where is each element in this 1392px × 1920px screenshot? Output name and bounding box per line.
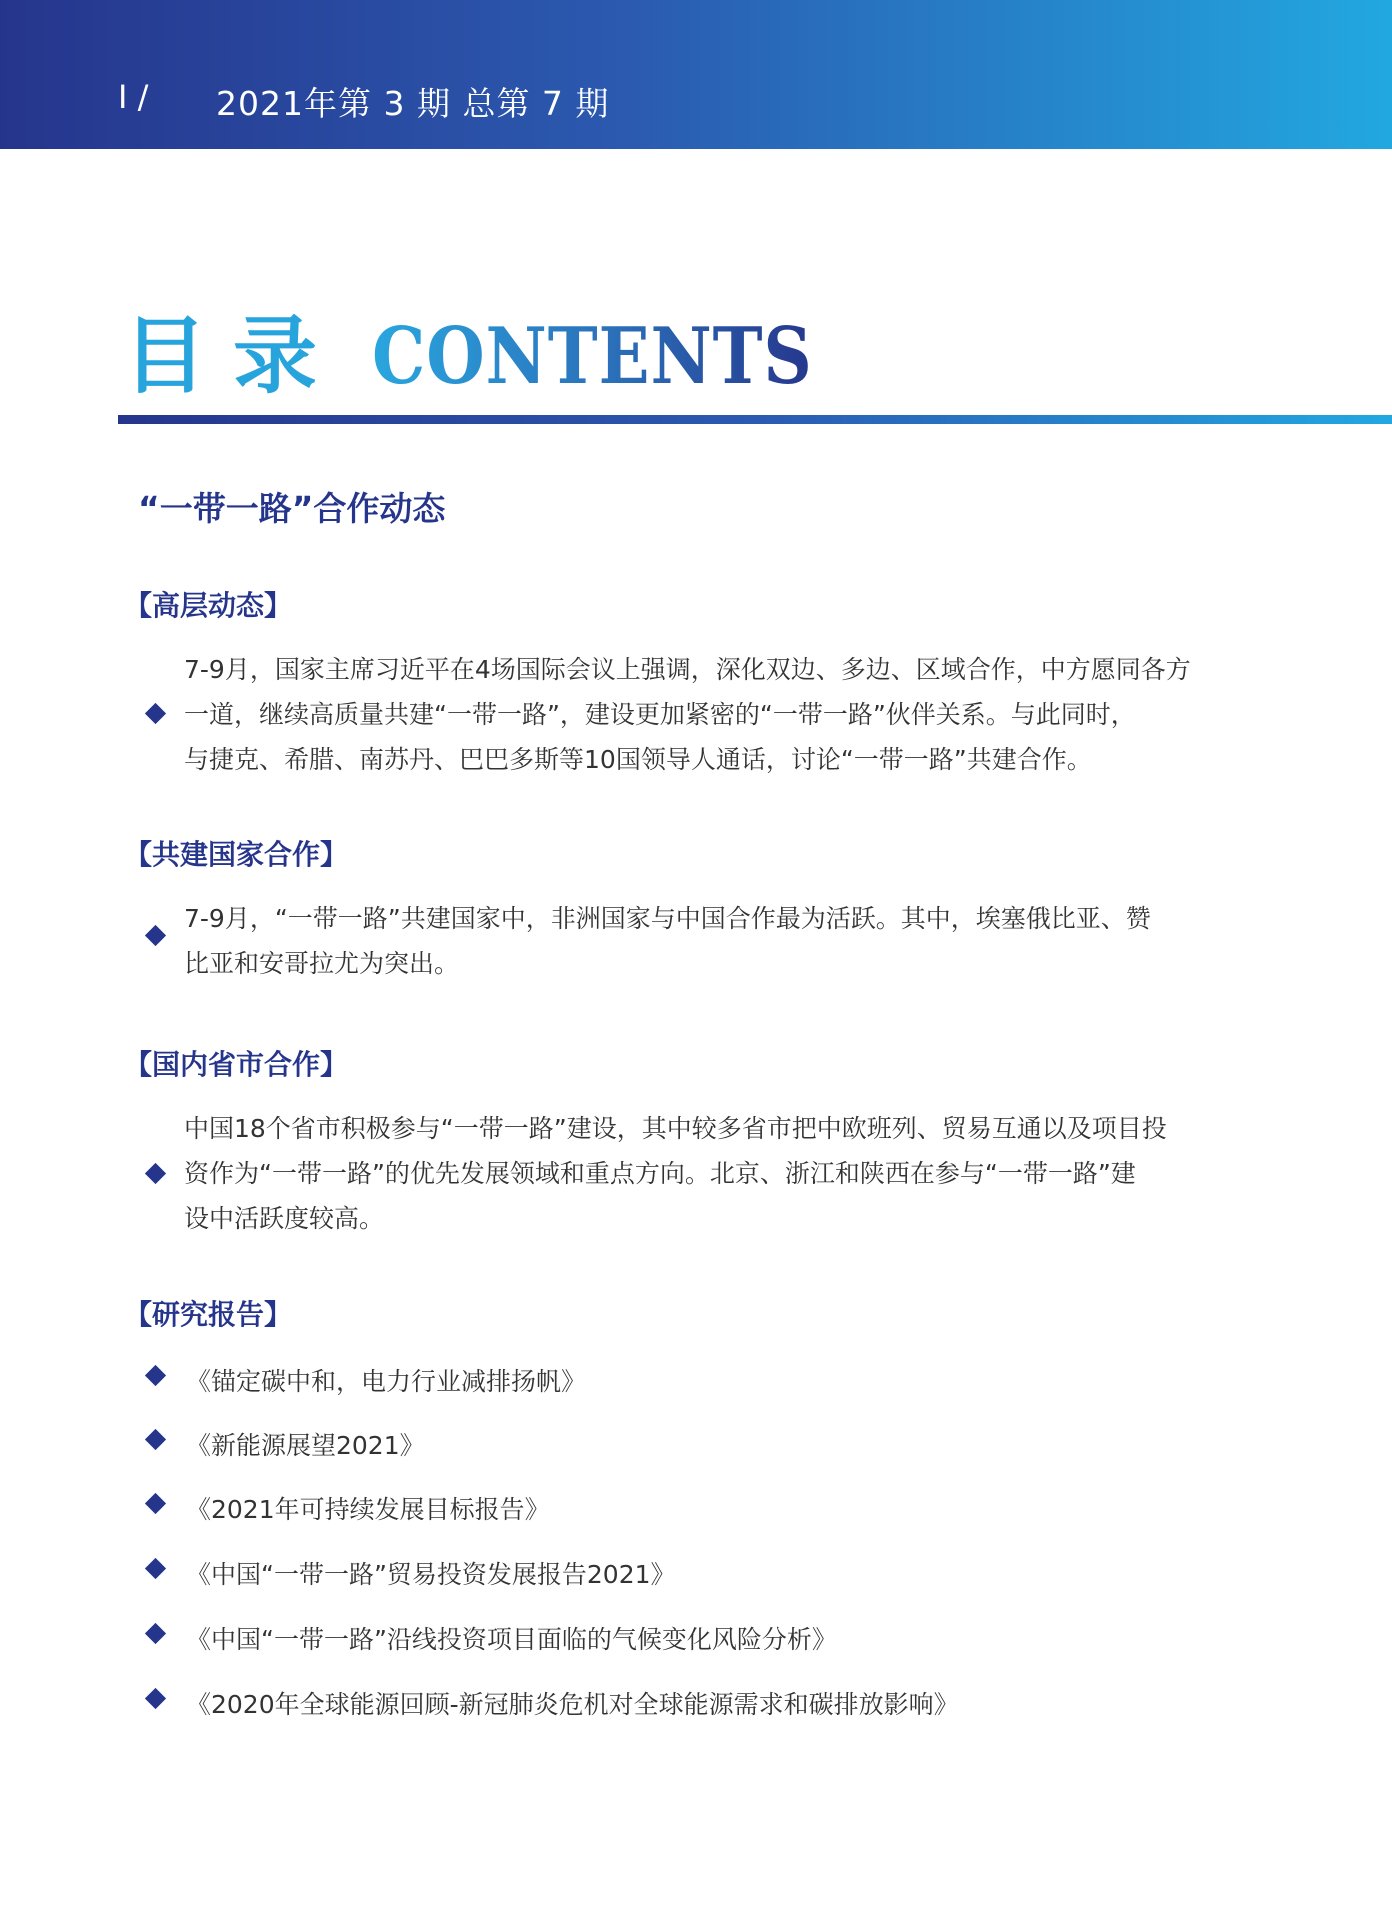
paragraph-high-level	[184, 647, 1284, 782]
diamond-bullet-icon	[145, 925, 166, 946]
diamond-bullet-icon	[145, 1558, 166, 1579]
header-band	[0, 0, 1392, 149]
title-divider	[118, 415, 1392, 424]
paragraph-line: 一道，继续高质量共建“一带一路”，建设更加紧密的“一带一路”伙伴关系。与此同时，	[184, 700, 1136, 729]
paragraph-partner-countries	[184, 896, 1284, 986]
report-item[interactable]: 《中国“一带一路”贸易投资发展报告2021》	[186, 1560, 676, 1589]
paragraph-line: 比亚和安哥拉尤为突出。	[184, 949, 460, 978]
issue-info: 2021年第 3 期 总第 7 期	[216, 84, 610, 123]
subheading-partner-countries: 【共建国家合作】	[124, 838, 349, 871]
page-title-cn: 目录	[123, 307, 344, 405]
diamond-bullet-icon	[145, 1365, 166, 1386]
diamond-bullet-icon	[145, 1493, 166, 1514]
diamond-bullet-icon	[145, 1688, 166, 1709]
report-item[interactable]: 《中国“一带一路”沿线投资项目面临的气候变化风险分析》	[186, 1625, 837, 1654]
page-marker: I /	[118, 78, 149, 116]
paragraph-line: 设中活跃度较高。	[184, 1204, 385, 1233]
paragraph-line: 中国18个省市积极参与“一带一路”建设，其中较多省市把中欧班列、贸易互通以及项目投	[184, 1114, 1167, 1143]
paragraph-line: 资作为“一带一路”的优先发展领域和重点方向。北京、浙江和陕西在参与“一带一路”建	[184, 1159, 1136, 1188]
page-title-en: CONTENTS	[372, 311, 813, 402]
paragraph-line: 7-9月，国家主席习近平在4场国际会议上强调，深化双边、多边、区域合作，中方愿同各方	[184, 655, 1191, 684]
paragraph-line: 与捷克、希腊、南苏丹、巴巴多斯等10国领导人通话，讨论“一带一路”共建合作。	[184, 745, 1092, 774]
report-item[interactable]: 《锚定碳中和，电力行业减排扬帆》	[186, 1367, 587, 1396]
report-item[interactable]: 《2021年可持续发展目标报告》	[186, 1495, 550, 1524]
diamond-bullet-icon	[145, 1163, 166, 1184]
report-item[interactable]: 《新能源展望2021》	[186, 1431, 425, 1460]
diamond-bullet-icon	[145, 1429, 166, 1450]
report-item[interactable]: 《2020年全球能源回顾-新冠肺炎危机对全球能源需求和碳排放影响》	[186, 1690, 959, 1719]
subheading-research-reports: 【研究报告】	[124, 1298, 293, 1331]
subheading-domestic-provinces: 【国内省市合作】	[124, 1048, 349, 1081]
section-title: “一带一路”合作动态	[138, 489, 446, 528]
diamond-bullet-icon	[145, 1623, 166, 1644]
paragraph-domestic-provinces	[184, 1106, 1284, 1241]
paragraph-line: 7-9月，“一带一路”共建国家中，非洲国家与中国合作最为活跃。其中，埃塞俄比亚、赞	[184, 904, 1151, 933]
subheading-high-level: 【高层动态】	[124, 589, 293, 622]
diamond-bullet-icon	[145, 703, 166, 724]
